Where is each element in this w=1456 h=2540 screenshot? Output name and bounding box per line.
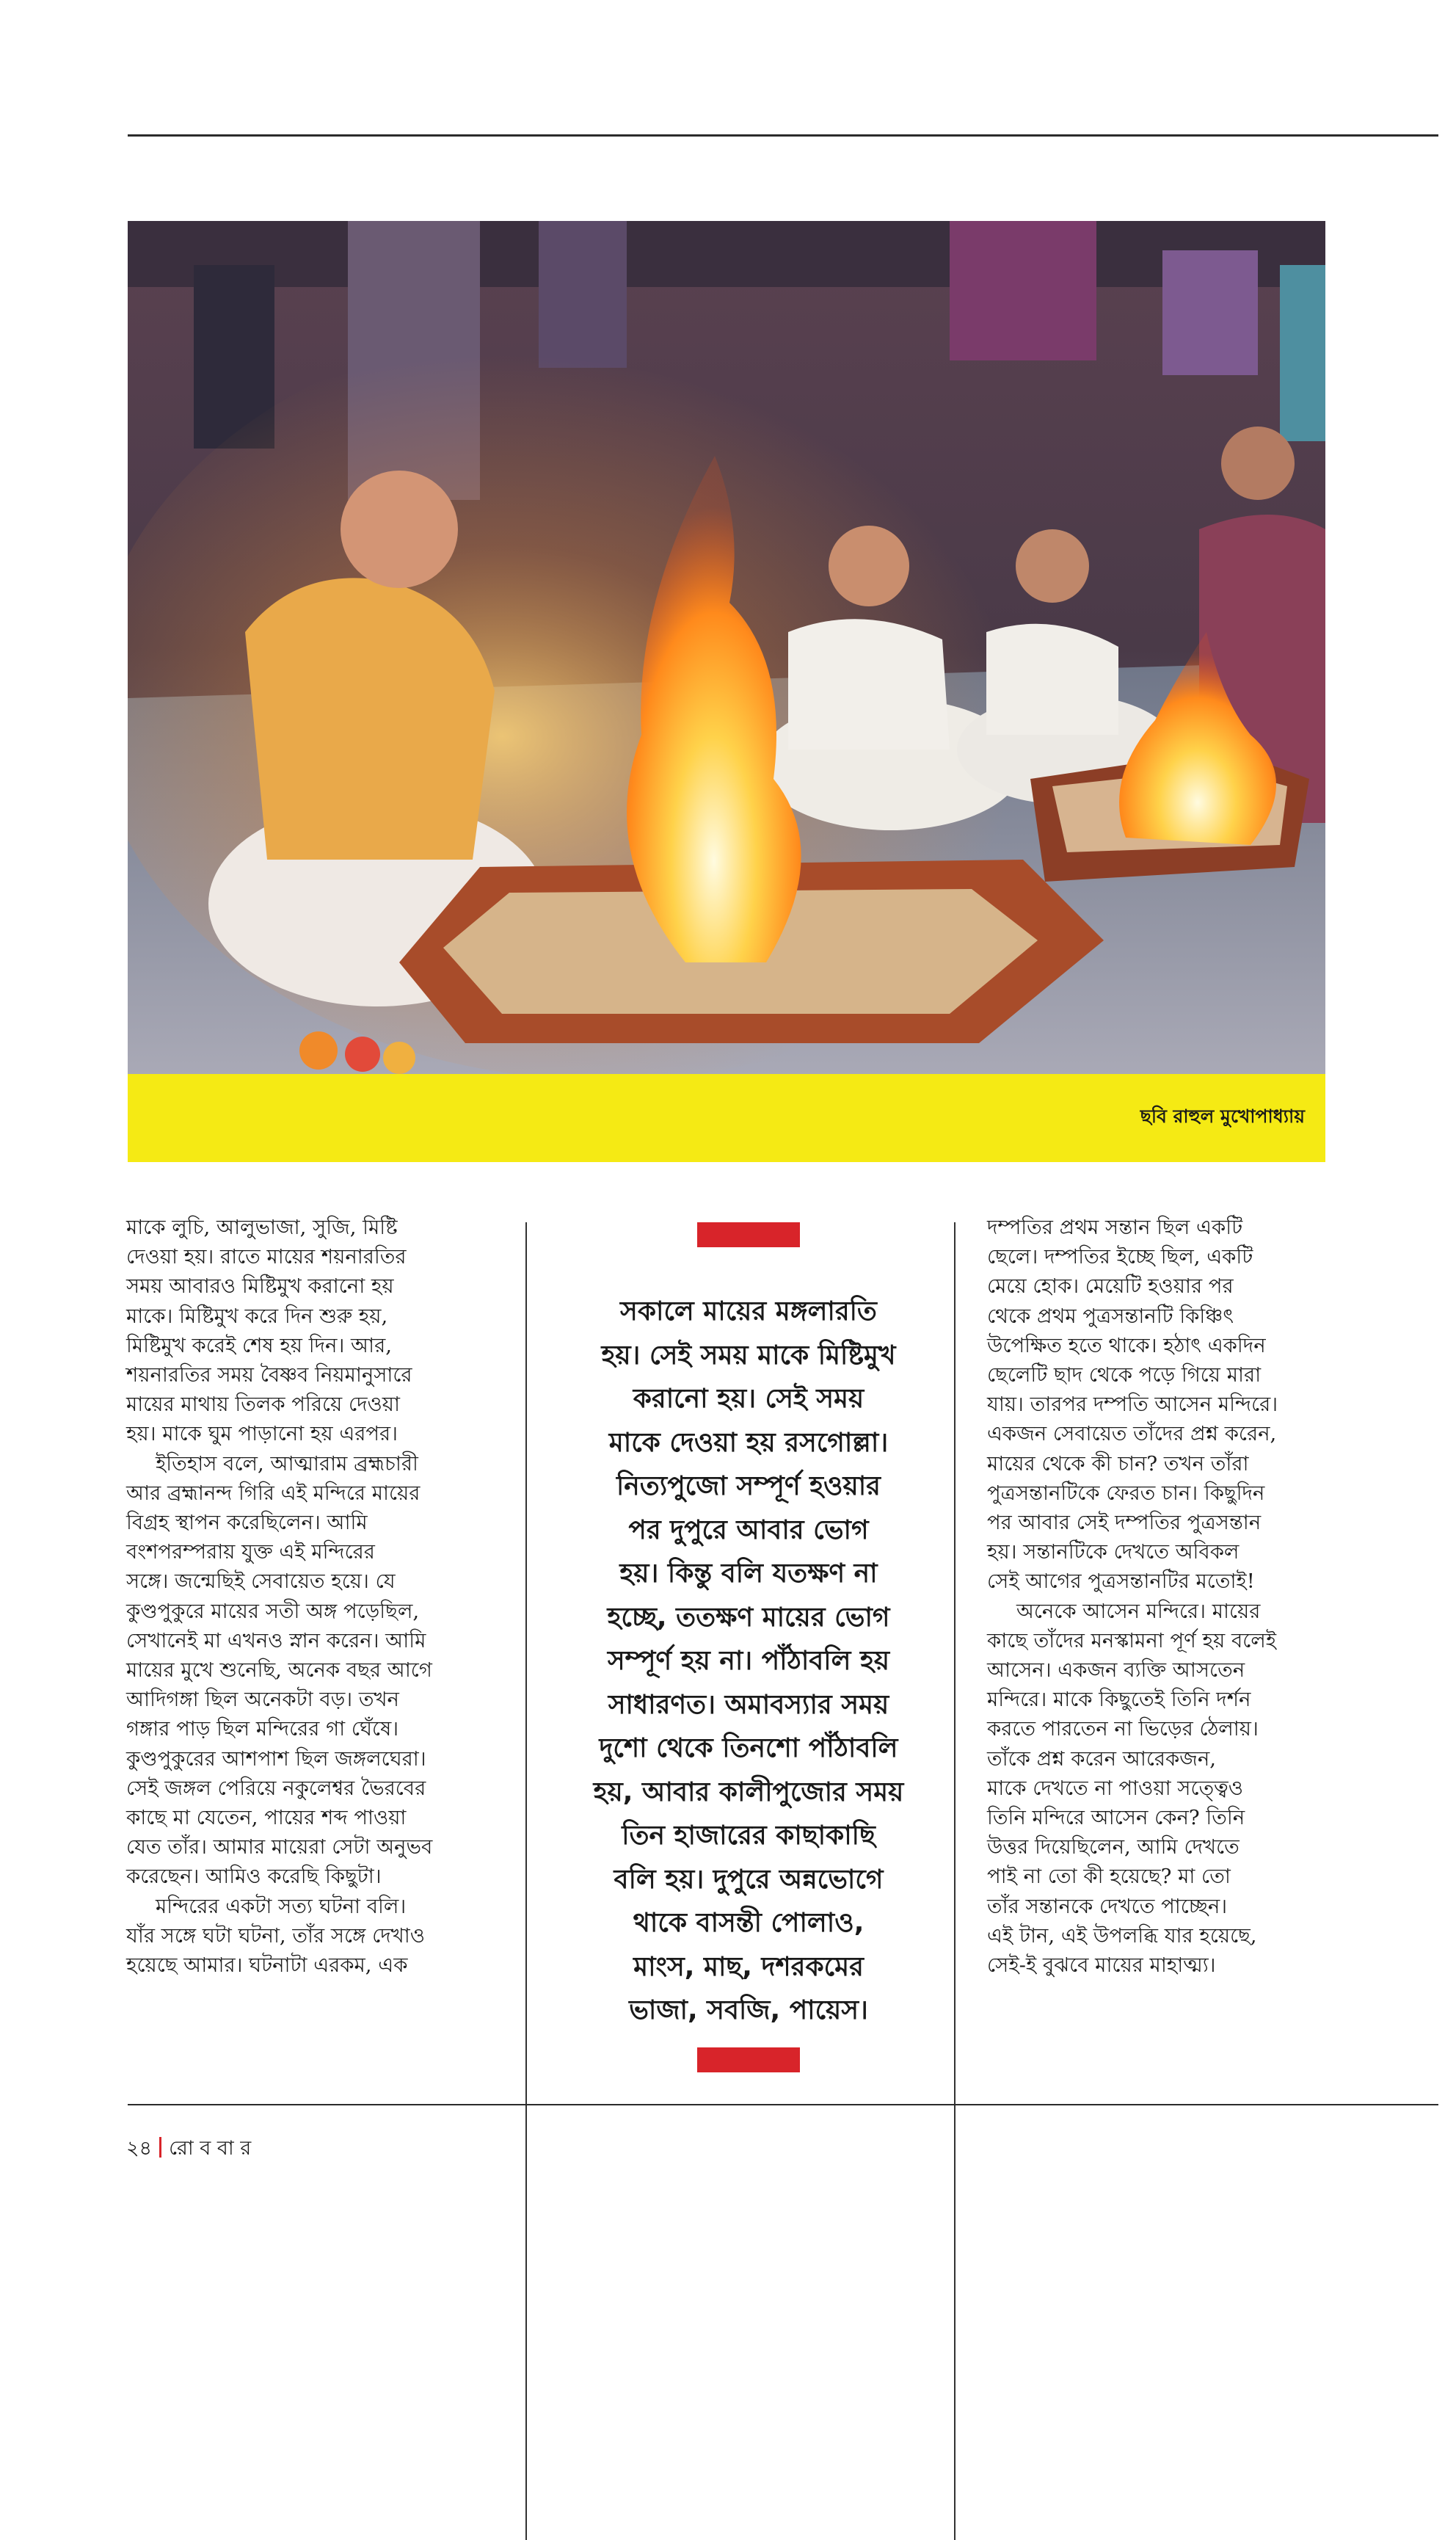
text-line: সেখানেই মা এখনও স্নান করেন। আমি: [126, 1628, 426, 1652]
pull-quote-line: দুশো থেকে তিনশো পাঁঠাবলি: [599, 1733, 898, 1763]
pull-quote-line: হচ্ছে, ততক্ষণ মায়ের ভোগ: [607, 1602, 890, 1633]
text-line: মেয়ে হোক। মেয়েটি হওয়ার পর: [987, 1274, 1234, 1299]
text-line: মাকে লুচি, আলুভাজা, সুজি, মিষ্টি: [126, 1216, 398, 1239]
pull-quote-line: থাকে বাসন্তী পোলাও,: [633, 1908, 864, 1938]
text-line: কুণ্ডপুকুরের আশপাশ ছিল জঙ্গলঘেরা।: [126, 1746, 426, 1771]
text-line: কুণ্ডপুকুরে মায়ের সতী অঙ্গ পড়েছিল,: [126, 1599, 420, 1623]
pull-quote-line: বলি হয়। দুপুরে অন্নভোগে: [614, 1864, 884, 1895]
pull-quote-line: হয়, আবার কালীপুজোর সময়: [593, 1777, 904, 1807]
text-line: হয়। সন্তানটিকে দেখতে অবিকল: [987, 1540, 1240, 1564]
text-line: ছেলে। দম্পতির ইচ্ছে ছিল, একটি: [987, 1245, 1253, 1269]
text-line: অনেকে আসেন মন্দিরে। মায়ের: [1016, 1599, 1261, 1623]
text-line: এই টান, এই উপলব্ধি যার হয়েছে,: [987, 1923, 1257, 1948]
paragraph: [126, 1892, 493, 1981]
pull-quote-line: সম্পূর্ণ হয় না। পাঁঠাবলি হয়: [607, 1646, 890, 1676]
text-line: হয়। মাকে ঘুম পাড়ানো হয় এরপর।: [126, 1422, 398, 1446]
pull-quote-line: তিন হাজারের কাছাকাছি: [622, 1821, 876, 1851]
text-line: যেত তাঁর। আমার মায়েরা সেটা অনুভব: [126, 1835, 433, 1859]
right-text-column: [987, 1213, 1369, 1980]
text-line: সঙ্গে। জন্মেছিই সেবায়েত হয়ে। যে: [126, 1570, 396, 1594]
text-line: আসেন। একজন ব্যক্তি আসতেন: [987, 1658, 1245, 1683]
pull-quote-line: সকালে মায়ের মঙ্গলারতি: [620, 1296, 877, 1327]
paragraph: [987, 1597, 1369, 1981]
pull-quote-line: নিত্যপুজো সম্পূর্ণ হওয়ার: [616, 1471, 881, 1501]
text-line: ছেলেটি ছাদ থেকে পড়ে গিয়ে মারা: [987, 1363, 1262, 1387]
pull-quote-line: মাংস, মাছ, দশরকমের: [633, 1951, 864, 1982]
left-text-column: [126, 1213, 493, 1980]
text-line: হয়েছে আমার। ঘটনাটা এরকম, এক: [126, 1953, 408, 1978]
text-line: মাকে। মিষ্টিমুখ করে দিন শুরু হয়,: [126, 1304, 388, 1328]
photo-illustration: [128, 221, 1325, 1074]
text-line: মন্দিরের একটা সত্য ঘটনা বলি।: [156, 1894, 407, 1918]
fire-ritual-photo: [128, 221, 1325, 1074]
pull-quote-line: সাধারণত। অমাবস্যার সময়: [608, 1689, 889, 1720]
pull-quote-text: [536, 1290, 961, 2033]
text-line: করতে পারতেন না ভিড়ের ঠেলায়।: [987, 1717, 1259, 1741]
text-line: আর ব্রহ্মানন্দ গিরি এই মন্দিরে মায়ের: [126, 1481, 421, 1505]
text-line: দেওয়া হয়। রাতে মায়ের শয়নারতির: [126, 1245, 407, 1269]
paragraph: [126, 1213, 493, 1449]
text-line: সেই-ই বুঝবে মায়ের মাহাত্ম্য।: [987, 1953, 1216, 1978]
text-line: উপেক্ষিত হতে থাকে। হঠাৎ একদিন: [987, 1333, 1266, 1357]
text-line: করেছেন। আমিও করেছি কিছুটা।: [126, 1865, 382, 1889]
page-number: ২৪: [126, 2137, 153, 2160]
text-line: তাঁকে প্রশ্ন করেন আরেকজন,: [987, 1746, 1217, 1771]
text-line: তিনি মন্দিরে আসেন কেন? তিনি: [987, 1806, 1245, 1830]
pull-quote-line: হয়। কিন্তু বলি যতক্ষণ না: [619, 1559, 878, 1589]
text-line: শয়নারতির সময় বৈষ্ণব নিয়মানুসারে: [126, 1363, 412, 1387]
text-line: বংশপরম্পরায় যুক্ত এই মন্দিরের: [126, 1540, 375, 1564]
pull-quote-bottom-bar: [697, 2047, 800, 2072]
text-line: বিগ্রহ স্থাপন করেছিলেন। আমি: [126, 1511, 368, 1535]
text-line: সময় আবারও মিষ্টিমুখ করানো হয়: [126, 1274, 394, 1299]
text-line: যাঁর সঙ্গে ঘটা ঘটনা, তাঁর সঙ্গে দেখাও: [126, 1923, 425, 1948]
pull-quote-top-bar: [697, 1222, 800, 1247]
text-line: যায়। তারপর দম্পতি আসেন মন্দিরে।: [987, 1393, 1278, 1417]
text-line: থেকে প্রথম পুত্রসন্তানটি কিঞ্চিৎ: [987, 1304, 1234, 1328]
pull-quote-line: মাকে দেওয়া হয় রসগোল্লা।: [608, 1427, 889, 1458]
text-line: পুত্রসন্তানটিকে ফেরত চান। কিছুদিন: [987, 1481, 1265, 1505]
pull-quote-line: পর দুপুরে আবার ভোগ: [628, 1514, 869, 1545]
text-line: পর আবার সেই দম্পতির পুত্রসন্তান: [987, 1511, 1262, 1535]
paragraph: [126, 1449, 493, 1892]
top-rule: [128, 134, 1438, 137]
photo-caption-bar: [128, 1074, 1325, 1162]
magazine-name: রো ব বা র: [169, 2137, 252, 2160]
text-line: আদিগঙ্গা ছিল অনেকটা বড়। তখন: [126, 1688, 399, 1712]
page-footer: [126, 2133, 251, 2166]
bottom-rule: [128, 2104, 1438, 2105]
text-line: একজন সেবায়েত তাঁদের প্রশ্ন করেন,: [987, 1422, 1277, 1446]
text-line: সেই আগের পুত্রসন্তানটির মতোই!: [987, 1570, 1255, 1594]
pull-quote-line: ভাজা, সবজি, পায়েস।: [629, 1995, 868, 2025]
text-line: তাঁর সন্তানকে দেখতে পাচ্ছেন।: [987, 1894, 1228, 1918]
text-line: সেই জঙ্গল পেরিয়ে নকুলেশ্বর ভৈরবের: [126, 1776, 426, 1800]
footer-separator: [159, 2137, 161, 2158]
text-line: উত্তর দিয়েছিলেন, আমি দেখতে: [987, 1835, 1240, 1859]
text-line: কাছে তাঁদের মনস্কামনা পূর্ণ হয় বলেই: [987, 1628, 1277, 1652]
photo-credit: ছবি রাহুল মুখোপাধ্যায়: [1140, 1106, 1305, 1127]
column-divider-right: [954, 1222, 956, 2540]
text-line: মাকে দেখতে না পাওয়া সত্ত্বেও: [987, 1776, 1243, 1800]
text-line: কাছে মা যেতেন, পায়ের শব্দ পাওয়া: [126, 1806, 407, 1830]
text-line: মায়ের মাথায় তিলক পরিয়ে দেওয়া: [126, 1393, 400, 1417]
text-line: মায়ের থেকে কী চান? তখন তাঁরা: [987, 1451, 1249, 1476]
text-line: মিষ্টিমুখ করেই শেষ হয় দিন। আর,: [126, 1333, 392, 1357]
text-line: মায়ের মুখে শুনেছি, অনেক বছর আগে: [126, 1658, 432, 1683]
text-line: মন্দিরে। মাকে কিছুতেই তিনি দর্শন: [987, 1688, 1251, 1712]
text-line: ইতিহাস বলে, আত্মারাম ব্রহ্মচারী: [156, 1451, 418, 1476]
paragraph: [987, 1213, 1369, 1597]
text-line: পাই না তো কী হয়েছে? মা তো: [987, 1865, 1231, 1889]
pull-quote-line: করানো হয়। সেই সময়: [633, 1384, 864, 1414]
column-divider-left: [525, 1222, 527, 2540]
pull-quote-line: হয়। সেই সময় মাকে মিষ্টিমুখ: [601, 1340, 896, 1371]
text-line: গঙ্গার পাড় ছিল মন্দিরের গা ঘেঁষে।: [126, 1717, 399, 1741]
text-line: দম্পতির প্রথম সন্তান ছিল একটি: [987, 1216, 1243, 1239]
